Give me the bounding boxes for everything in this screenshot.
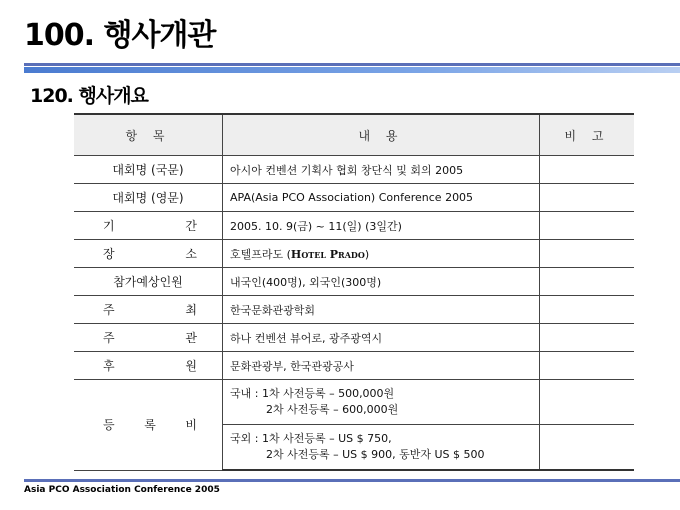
domestic-fee-2: 2차 사전등록 – 600,000원 — [266, 403, 399, 416]
row-item-label: 주 관 — [103, 331, 197, 345]
row-content: 2005. 10. 9(금) ~ 11(일) (3일간) — [223, 212, 540, 240]
row-content — [223, 240, 540, 268]
table-row — [74, 324, 634, 352]
table-row — [74, 268, 634, 296]
registration-row-domestic — [74, 380, 634, 425]
domestic-fee-1: 국내 : 1차 사전등록 – 500,000원 — [230, 387, 395, 400]
table-row — [74, 240, 634, 268]
table-row — [74, 184, 634, 212]
row-item-label: 주 최 — [103, 303, 197, 317]
row-content: 아시아 컨벤션 기획사 협회 창단식 및 회의 2005 — [223, 156, 540, 184]
footer-text: Asia PCO Association Conference 2005 — [24, 485, 220, 495]
row-item — [74, 212, 223, 240]
table-row — [74, 156, 634, 184]
overseas-fee-2: 2차 사전등록 – US $ 900, 동반자 US $ 500 — [266, 448, 485, 461]
row-content: 한국문화관광학회 — [223, 296, 540, 324]
row-item: 참가예상인원 — [74, 268, 223, 296]
row-note — [540, 425, 635, 471]
table-row — [74, 352, 634, 380]
row-content: APA(Asia PCO Association) Conference 2005 — [223, 184, 540, 212]
row-item — [74, 240, 223, 268]
row-note — [540, 324, 635, 352]
registration-overseas — [223, 425, 540, 471]
row-item: 대회명 (국문) — [74, 156, 223, 184]
event-overview-table — [74, 113, 634, 471]
overseas-fee-1: 국외 : 1차 사전등록 – US $ 750, — [230, 432, 392, 445]
row-note — [540, 184, 635, 212]
footer-divider — [24, 479, 680, 482]
title-underline — [24, 63, 680, 66]
table-row — [74, 296, 634, 324]
title-gradient-bar — [24, 67, 680, 73]
row-item: 대회명 (영문) — [74, 184, 223, 212]
venue-prefix: 호텔프라도 ( — [230, 247, 291, 261]
row-item-label: 등 록 비 — [103, 418, 197, 433]
row-note — [540, 240, 635, 268]
row-content: 하나 컨벤션 뷰어로, 광주광역시 — [223, 324, 540, 352]
registration-domestic — [223, 380, 540, 425]
table-header-row — [74, 114, 634, 156]
row-note — [540, 268, 635, 296]
row-content: 내국인(400명), 외국인(300명) — [223, 268, 540, 296]
row-content: 문화관광부, 한국관광공사 — [223, 352, 540, 380]
row-note — [540, 212, 635, 240]
table-row — [74, 212, 634, 240]
section-subtitle: 120. 행사개요 — [30, 85, 148, 107]
registration-item — [74, 380, 223, 471]
page-title: 100. 행사개관 — [24, 18, 216, 53]
row-item-label: 후 원 — [103, 359, 197, 373]
header-content: 내 용 — [223, 114, 540, 156]
header-item: 항 목 — [74, 114, 223, 156]
row-item — [74, 324, 223, 352]
row-note — [540, 156, 635, 184]
row-note — [540, 380, 635, 425]
row-item — [74, 296, 223, 324]
venue-suffix: ) — [364, 247, 370, 261]
row-item-label: 기 간 — [103, 219, 197, 233]
row-note — [540, 296, 635, 324]
row-note — [540, 352, 635, 380]
row-item-label: 장 소 — [103, 247, 197, 261]
row-item — [74, 352, 223, 380]
header-note: 비 고 — [540, 114, 635, 156]
venue-hotel-name: Hotel Prado — [290, 247, 365, 261]
